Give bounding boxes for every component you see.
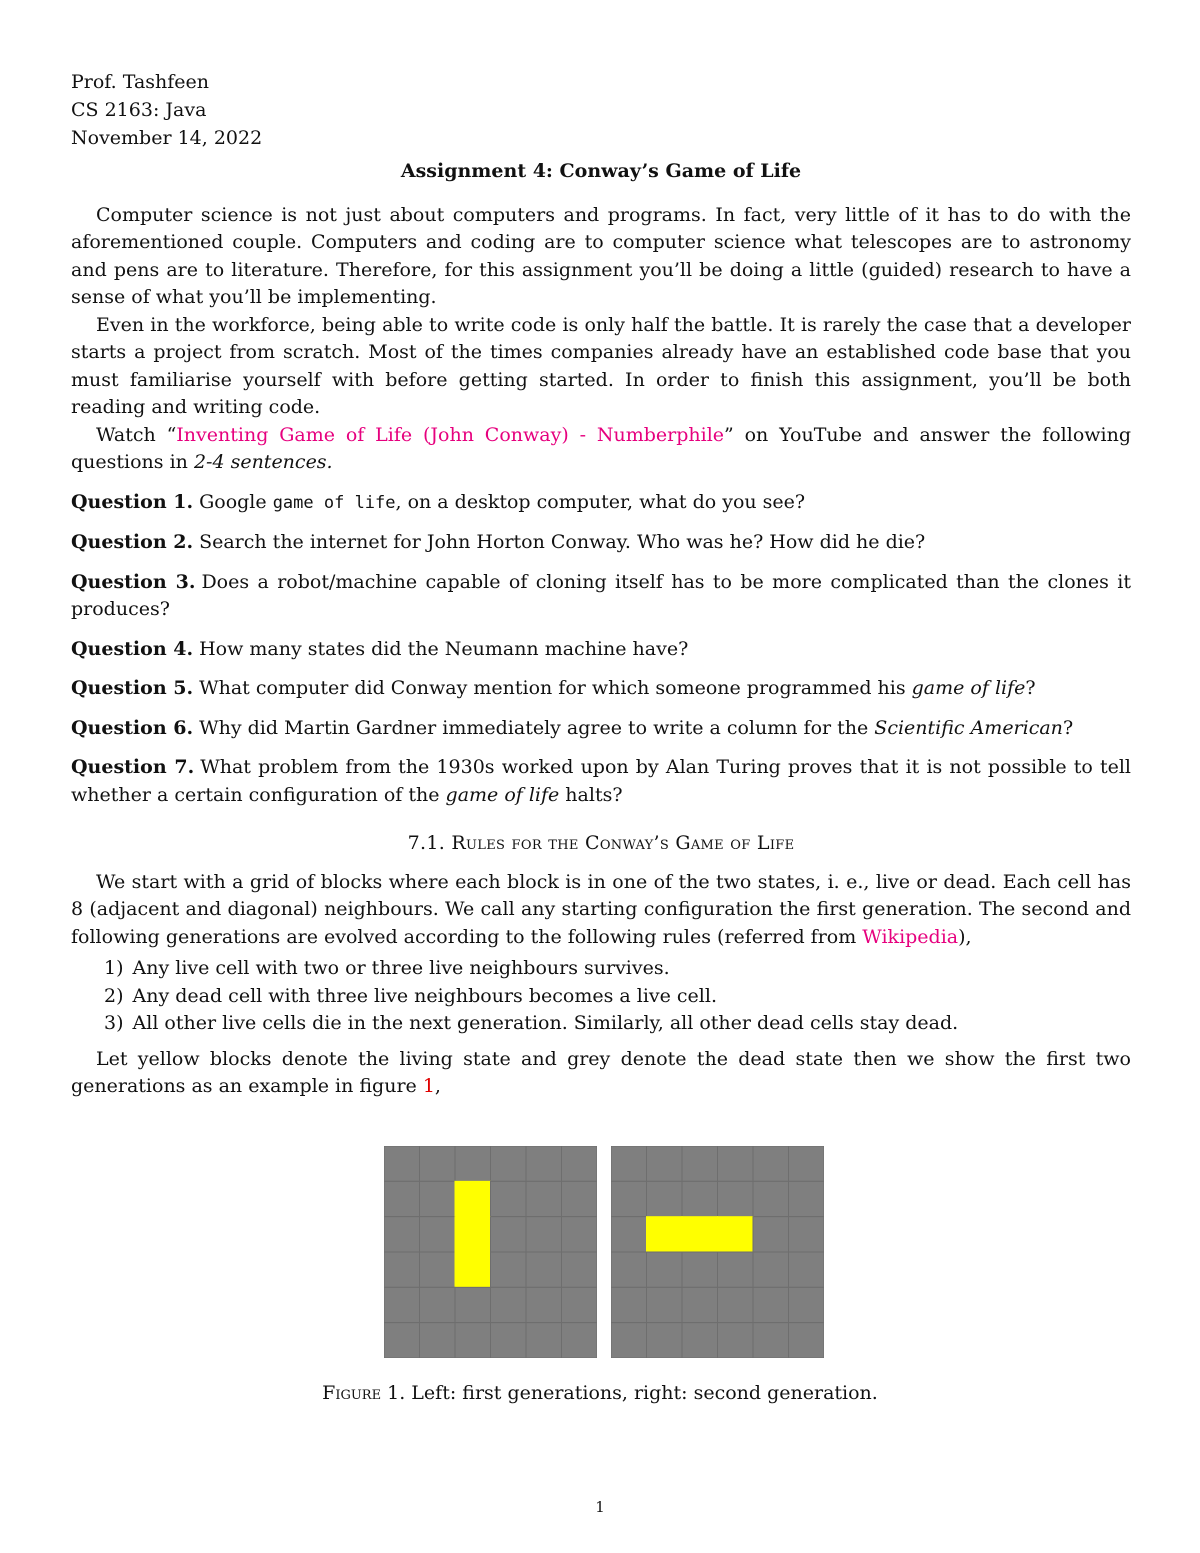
- dead-cell: [647, 1146, 683, 1181]
- question-label: Question 5.: [71, 677, 194, 699]
- dead-cell: [611, 1181, 647, 1216]
- dead-cell: [611, 1217, 647, 1252]
- dead-cell: [562, 1146, 598, 1181]
- dead-cell: [682, 1323, 718, 1358]
- dead-cell: [384, 1323, 420, 1358]
- question-text: Why did Martin Gardner immediately agree to write a column for the: [199, 716, 875, 739]
- question-text: Does a robot/machine capable of cloning itself has to be more complicated than the clones it produces?: [71, 570, 1131, 620]
- question-text-end: , on a desktop computer, what do you see?: [395, 490, 806, 513]
- dead-cell: [491, 1217, 527, 1252]
- alive-cell: [682, 1217, 718, 1252]
- dead-cell: [789, 1181, 825, 1216]
- rule-number: 3): [104, 1012, 124, 1034]
- dead-cell: [384, 1146, 420, 1181]
- rule-number: 2): [104, 984, 124, 1007]
- first-generation-grid: [384, 1146, 597, 1358]
- example-paragraph: [71, 1046, 1131, 1101]
- figure-1: [384, 1146, 826, 1358]
- dead-cell: [682, 1181, 718, 1216]
- dead-cell: [789, 1217, 825, 1252]
- dead-cell: [420, 1252, 456, 1287]
- rule-text: All other live cells die in the next generation. Similarly, all other dead cells stay dead.: [132, 1012, 959, 1034]
- dead-cell: [526, 1146, 562, 1181]
- dead-cell: [718, 1181, 754, 1216]
- dead-cell: [455, 1146, 491, 1181]
- rules-intro-text: We start with a grid of blocks where each block is in one of the two states, i. e., live or dead. Each cell has 8 (adjacent and diagonal) neighbours. We call any starting configuration the first generation. The second and following generations are evolved according to the following rules (referred from: [71, 870, 1131, 948]
- dead-cell: [526, 1287, 562, 1322]
- section-title: Rules for the Conway’s Game of Life: [451, 832, 795, 854]
- alive-cell: [647, 1217, 683, 1252]
- intro-paragraph-2: Even in the workforce, being able to write code is only half the battle. It is rarely the case that a developer starts a project from scratch. Most of the times companies already have an established code base that you must familiarise yourself with before getting started. In order to finish this assignment, you’ll be both reading and writing code.: [71, 313, 1131, 418]
- dead-cell: [789, 1146, 825, 1181]
- dead-cell: [647, 1181, 683, 1216]
- alive-cell: [455, 1181, 491, 1216]
- example-text: Let yellow blocks denote the living state and grey denote the dead state then we show the first two generations as an example in figure: [71, 1047, 1131, 1097]
- grid-svg: [611, 1146, 824, 1358]
- dead-cell: [753, 1252, 789, 1287]
- question-text: How many states did the Neumann machine have?: [199, 637, 689, 660]
- dead-cell: [611, 1252, 647, 1287]
- dead-cell: [562, 1252, 598, 1287]
- dead-cell: [526, 1181, 562, 1216]
- dead-cell: [753, 1323, 789, 1358]
- alive-cell: [718, 1217, 754, 1252]
- dead-cell: [526, 1252, 562, 1287]
- list-item: [71, 1010, 1131, 1038]
- figure-reference-link[interactable]: 1: [422, 1075, 435, 1097]
- question-text-end: ?: [1025, 677, 1036, 699]
- caption-label: Figure 1.: [322, 1382, 406, 1404]
- question-text: What computer did Conway mention for which someone programmed his: [199, 677, 912, 699]
- question-2: [71, 529, 1131, 557]
- dead-cell: [384, 1287, 420, 1322]
- rules-intro: [71, 869, 1131, 952]
- sentence-count: 2-4 sentences.: [193, 451, 333, 473]
- dead-cell: [455, 1323, 491, 1358]
- dead-cell: [491, 1252, 527, 1287]
- dead-cell: [611, 1287, 647, 1322]
- dead-cell: [526, 1217, 562, 1252]
- dead-cell: [682, 1252, 718, 1287]
- dead-cell: [682, 1287, 718, 1322]
- dead-cell: [611, 1146, 647, 1181]
- rules-intro-text-end: ),: [958, 925, 972, 948]
- question-text-end: ?: [1062, 716, 1074, 739]
- question-label: Question 2.: [71, 531, 194, 553]
- question-text: What problem from the 1930s worked upon by Alan Turing proves that it is not possible to tell whether a certain configuration of the: [71, 756, 1131, 806]
- page-number: 1: [595, 1498, 605, 1516]
- rule-text: Any live cell with two or three live neighbours survives.: [132, 957, 670, 979]
- document-page: [71, 68, 1131, 1101]
- list-item: [71, 983, 1131, 1011]
- question-7: [71, 754, 1131, 809]
- dead-cell: [420, 1146, 456, 1181]
- dead-cell: [455, 1287, 491, 1322]
- code-text: game of life: [272, 492, 396, 513]
- dead-cell: [718, 1146, 754, 1181]
- date: November 14, 2022: [71, 127, 263, 149]
- emphasis: Scientific American: [874, 716, 1063, 739]
- dead-cell: [647, 1252, 683, 1287]
- question-label: Question 4.: [71, 637, 194, 660]
- wikipedia-link[interactable]: Wikipedia: [862, 925, 959, 948]
- watch-text: Watch “: [96, 423, 177, 446]
- dead-cell: [420, 1287, 456, 1322]
- dead-cell: [562, 1323, 598, 1358]
- dead-cell: [753, 1181, 789, 1216]
- header: [71, 68, 1131, 152]
- question-6: [71, 715, 1131, 743]
- dead-cell: [789, 1323, 825, 1358]
- question-3: [71, 569, 1131, 624]
- question-label: Question 7.: [71, 756, 195, 778]
- question-4: [71, 636, 1131, 664]
- dead-cell: [562, 1181, 598, 1216]
- dead-cell: [526, 1323, 562, 1358]
- dead-cell: [420, 1181, 456, 1216]
- rule-text: Any dead cell with three live neighbours becomes a live cell.: [132, 984, 717, 1007]
- dead-cell: [384, 1252, 420, 1287]
- dead-cell: [420, 1323, 456, 1358]
- numberphile-video-link[interactable]: Inventing Game of Life (John Conway) - Numberphile: [176, 423, 725, 446]
- grid-svg: [384, 1146, 597, 1358]
- author: Prof. Tashfeen: [71, 71, 210, 93]
- dead-cell: [491, 1287, 527, 1322]
- dead-cell: [562, 1217, 598, 1252]
- dead-cell: [718, 1252, 754, 1287]
- dead-cell: [647, 1323, 683, 1358]
- question-5: [71, 675, 1131, 703]
- dead-cell: [718, 1287, 754, 1322]
- list-item: [71, 955, 1131, 983]
- dead-cell: [753, 1287, 789, 1322]
- watch-text-middle: ” on YouTube and answer the following questions in: [71, 423, 1132, 473]
- dead-cell: [491, 1146, 527, 1181]
- emphasis: game of life: [445, 783, 560, 806]
- assignment-title: Assignment 4: Conway’s Game of Life: [400, 160, 802, 182]
- intro-paragraph-3: [71, 422, 1131, 477]
- second-generation-grid: [611, 1146, 824, 1358]
- alive-cell: [455, 1217, 491, 1252]
- question-label: Question 1.: [71, 490, 194, 513]
- question-label: Question 6.: [71, 716, 194, 739]
- dead-cell: [682, 1146, 718, 1181]
- section-number: 7.1.: [407, 832, 446, 854]
- dead-cell: [384, 1217, 420, 1252]
- dead-cell: [562, 1287, 598, 1322]
- caption-text: Left: first generations, right: second generation.: [411, 1382, 878, 1404]
- question-text: Google: [199, 490, 273, 513]
- dead-cell: [491, 1181, 527, 1216]
- dead-cell: [384, 1181, 420, 1216]
- intro-paragraph-1: Computer science is not just about computers and programs. In fact, very little of it has to do with the aforementioned couple. Computers and coding are to computer science what telescopes are to astronomy and pens are to literature. Therefore, for this assignment you’ll be doing a little (guided) research to have a sense of what you’ll be implementing.: [71, 203, 1131, 308]
- question-text-end: halts?: [559, 783, 623, 806]
- section-heading: [71, 830, 1131, 858]
- dead-cell: [789, 1252, 825, 1287]
- rules-list: [71, 955, 1131, 1038]
- question-label: Question 3.: [71, 570, 196, 593]
- dead-cell: [491, 1323, 527, 1358]
- rule-number: 1): [104, 957, 124, 979]
- dead-cell: [420, 1217, 456, 1252]
- question-1: [71, 489, 1131, 518]
- example-text-end: ,: [434, 1075, 441, 1097]
- alive-cell: [455, 1252, 491, 1287]
- emphasis: game of life: [911, 677, 1026, 699]
- question-text: Search the internet for John Horton Conway. Who was he? How did he die?: [199, 531, 926, 553]
- dead-cell: [753, 1217, 789, 1252]
- dead-cell: [611, 1323, 647, 1358]
- dead-cell: [647, 1287, 683, 1322]
- dead-cell: [789, 1287, 825, 1322]
- dead-cell: [718, 1323, 754, 1358]
- course: CS 2163: Java: [71, 99, 207, 121]
- figure-caption: [0, 1380, 1200, 1408]
- dead-cell: [753, 1146, 789, 1181]
